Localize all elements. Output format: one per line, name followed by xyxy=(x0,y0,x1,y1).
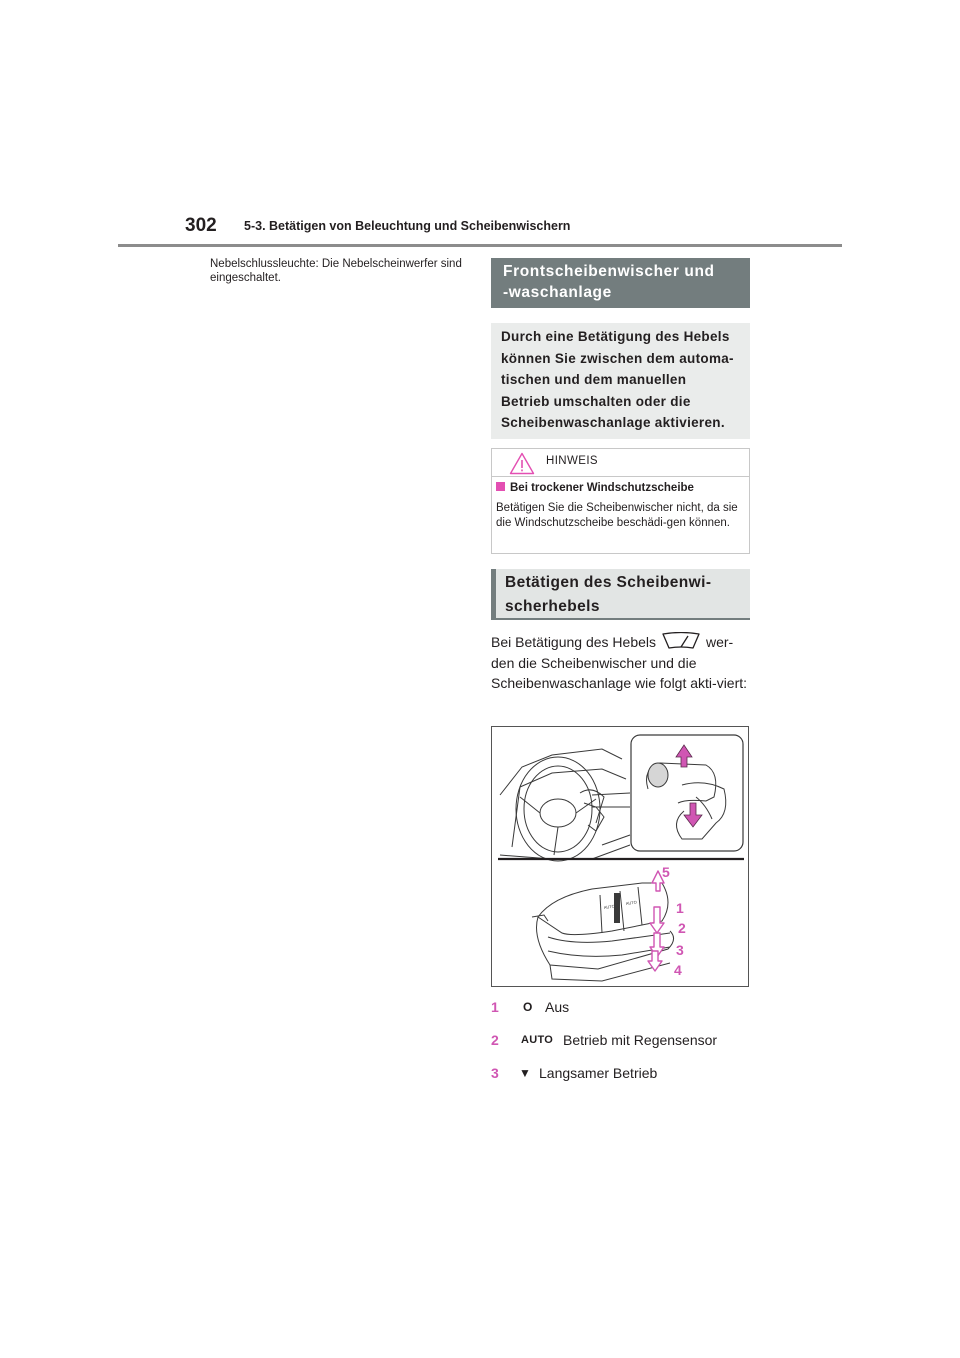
warning-triangle-icon xyxy=(509,452,535,475)
square-bullet-icon xyxy=(496,482,505,491)
left-note: Nebelschlussleuchte: Die Nebelscheinwerfer sind eingeschaltet. xyxy=(210,258,462,284)
list-text: Betrieb mit Regensensor xyxy=(563,1032,718,1048)
header-rule xyxy=(118,244,842,247)
figure-callout-2: 2 xyxy=(678,920,686,936)
figure-callout-4: 4 xyxy=(674,962,682,978)
figure-lever-auto-label: AUTO xyxy=(625,899,638,906)
section-heading-line: scherhebels xyxy=(505,598,600,615)
list-number: 3 xyxy=(491,1065,499,1081)
body-paragraph xyxy=(491,632,753,694)
section-heading-line: Frontscheibenwischer und xyxy=(503,263,715,280)
intro-line: tischen und dem manuellen xyxy=(501,372,687,387)
intro-line: Betrieb umschalten oder die xyxy=(501,393,691,409)
list-item xyxy=(491,1032,751,1052)
off-position-icon: O xyxy=(523,1000,533,1014)
intro-line: können Sie zwischen dem automa- xyxy=(501,350,734,366)
figure-callout-1: 1 xyxy=(676,900,684,916)
running-head: 5-3. Betätigen von Beleuchtung und Scheibenwischern xyxy=(244,219,571,233)
page-number: 302 xyxy=(185,215,217,236)
notice-subtitle-text: Bei trockener Windschutzscheibe xyxy=(510,482,694,494)
slow-operation-triangle-icon: ▼ xyxy=(519,1066,531,1080)
intro-line: Scheibenwaschanlage aktivieren. xyxy=(501,415,725,430)
notice-subtitle xyxy=(496,482,694,494)
section-heading-line: -waschanlage xyxy=(503,284,612,301)
list-number: 2 xyxy=(491,1032,499,1048)
intro-box xyxy=(491,323,750,439)
windshield-wiper-icon xyxy=(660,632,702,650)
notice-body: Betätigen Sie die Scheibenwischer nicht, da sie die Windschutzscheibe beschädi-gen können. xyxy=(496,502,738,529)
section-heading-line: Betätigen des Scheibenwi- xyxy=(505,574,712,591)
body-text-before: Bei Betätigung des Hebels xyxy=(491,634,656,650)
wiper-lever-figure xyxy=(491,726,749,987)
notice-box xyxy=(491,448,750,554)
list-item xyxy=(491,999,611,1019)
figure-lever-auto-label: AUTO xyxy=(603,903,616,910)
list-item xyxy=(491,1065,691,1085)
body-text-after: wer-den die Scheibenwischer und die Scheibenwaschanlage wie folgt akti-viert: xyxy=(491,634,748,691)
auto-mode-icon: AUTO xyxy=(521,1034,554,1046)
figure-callout-5: 5 xyxy=(662,864,670,880)
list-number: 1 xyxy=(491,999,499,1015)
section-heading-lever xyxy=(491,569,750,620)
section-heading-front-wiper xyxy=(491,258,750,308)
notice-header xyxy=(492,449,749,477)
intro-line: Durch eine Betätigung des Hebels xyxy=(501,329,730,344)
list-text: Aus xyxy=(545,999,570,1015)
list-text: Langsamer Betrieb xyxy=(539,1065,658,1081)
steering-wheel-illustration-icon xyxy=(492,727,749,987)
notice-title: HINWEIS xyxy=(546,455,598,467)
figure-callout-3: 3 xyxy=(676,942,684,958)
